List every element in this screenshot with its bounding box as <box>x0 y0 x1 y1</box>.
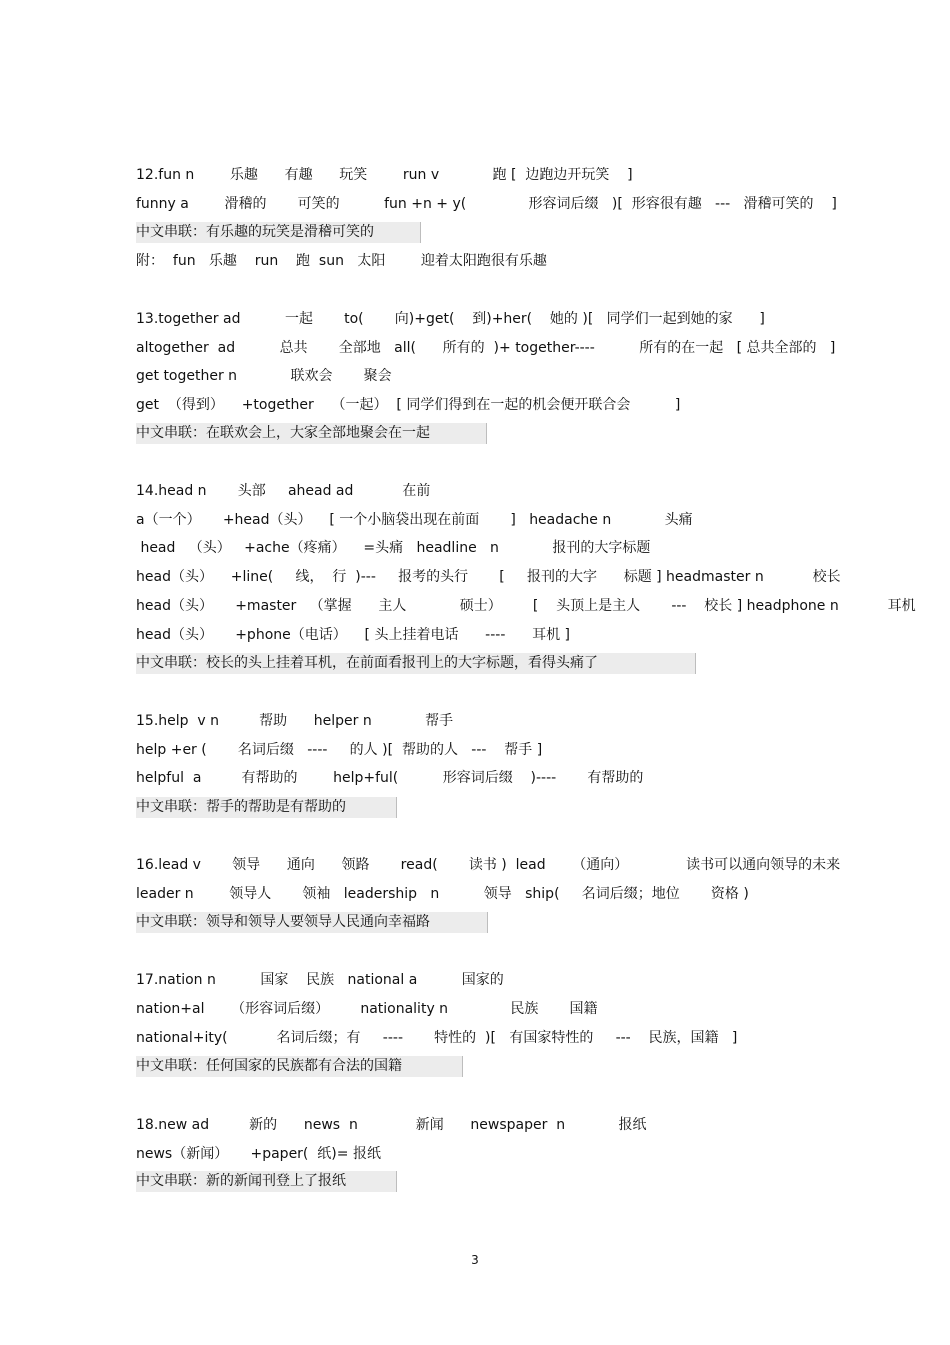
entry-15-summary-box <box>136 797 397 818</box>
entry-14-line-3: head （头） +ache（疼痛） =头痛 headline n 报刊的大字标题 <box>136 540 651 556</box>
page-number: 3 <box>471 1253 479 1267</box>
entry-17-summary-box <box>136 1056 463 1077</box>
entry-12-summary-box <box>136 222 421 243</box>
entry-16-line-1: 16.lead v 领导 通向 领路 read( 读书 ) lead （通向） 读书可以通向领导的未来 <box>136 857 841 873</box>
entry-13-line-2: altogether ad 总共 全部地 all( 所有的 )+ together---- 所有的在一起 [ 总共全部的 ] <box>136 340 836 356</box>
entry-15-line-2: help +er ( 名词后缀 ---- 的人 )[ 帮助的人 --- 帮手 ] <box>136 742 543 758</box>
entry-14-line-5: head（头） +master （掌握 主人 硕士） [ 头顶上是主人 --- 校长 ] headphone n 耳机 <box>136 598 916 614</box>
entry-12-note: 附： fun 乐趣 run 跑 sun 太阳 迎着太阳跑很有乐趣 <box>136 253 547 269</box>
entry-14-line-6: head（头） +phone（电话） [ 头上挂着电话 ---- 耳机 ] <box>136 627 570 643</box>
entry-14-line-2: a（一个） +head（头） [ 一个小脑袋出现在前面 ] headache n 头痛 <box>136 512 693 528</box>
entry-15-summary: 中文串联：帮手的帮助是有帮助的 <box>136 799 346 815</box>
entry-17-line-1: 17.nation n 国家 民族 national a 国家的 <box>136 972 504 988</box>
entry-18-summary-box <box>136 1171 397 1192</box>
entry-18-line-2: news（新闻） +paper( 纸)= 报纸 <box>136 1146 381 1162</box>
entry-17-summary: 中文串联：任何国家的民族都有合法的国籍 <box>136 1058 402 1074</box>
entry-13-line-3: get together n 联欢会 聚会 <box>136 368 392 384</box>
entry-16-summary-box <box>136 912 488 933</box>
entry-12-summary: 中文串联：有乐趣的玩笑是滑稽可笑的 <box>136 224 374 240</box>
entry-12-line-2: funny a 滑稽的 可笑的 fun +n + y( 形容词后缀 )[ 形容很有趣 --- 滑稽可笑的 ] <box>136 196 837 212</box>
entry-14-line-1: 14.head n 头部 ahead ad 在前 <box>136 483 431 499</box>
entry-13-line-4: get （得到） +together （一起） [ 同学们得到在一起的机会便开联合会 ] <box>136 397 681 413</box>
entry-12-line-1: 12.fun n 乐趣 有趣 玩笑 run v 跑 [ 边跑边开玩笑 ] <box>136 167 633 183</box>
entry-14-summary: 中文串联：校长的头上挂着耳机，在前面看报刊上的大字标题，看得头痛了 <box>136 655 598 671</box>
entry-13-summary: 中文串联：在联欢会上，大家全部地聚会在一起 <box>136 425 430 441</box>
entry-17-line-3: national+ity( 名词后缀；有 ---- 特性的 )[ 有国家特性的 --- 民族，国籍 ] <box>136 1030 738 1046</box>
entry-15-line-1: 15.help v n 帮助 helper n 帮手 <box>136 713 454 729</box>
entry-14-summary-box <box>136 653 696 674</box>
entry-17-line-2: nation+al （形容词后缀） nationality n 民族 国籍 <box>136 1001 598 1017</box>
entry-13-summary-box <box>136 423 487 444</box>
entry-18-summary: 中文串联：新的新闻刊登上了报纸 <box>136 1173 346 1189</box>
entry-16-summary: 中文串联：领导和领导人要领导人民通向幸福路 <box>136 914 430 930</box>
entry-15-line-3: helpful a 有帮助的 help+ful( 形容词后缀 )---- 有帮助的 <box>136 770 644 786</box>
entry-16-line-2: leader n 领导人 领袖 leadership n 领导 ship( 名词后缀；地位 资格 ) <box>136 886 749 902</box>
entry-14-line-4: head（头） +line( 线， 行 )--- 报考的头行 [ 报刊的大字 标题 ] headmaster n 校长 <box>136 569 841 585</box>
entry-13-line-1: 13.together ad 一起 to( 向)+get( 到)+her( 她的 )[ 同学们一起到她的家 ] <box>136 311 765 327</box>
entry-18-line-1: 18.new ad 新的 news n 新闻 newspaper n 报纸 <box>136 1117 647 1133</box>
